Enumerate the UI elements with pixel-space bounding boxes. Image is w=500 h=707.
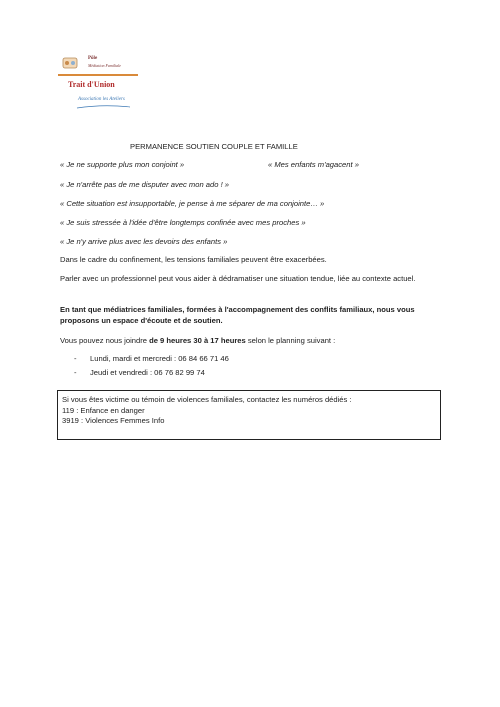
logo-divider — [58, 74, 138, 76]
box-line-women-violence: 3919 : Violences Femmes Info — [62, 416, 165, 426]
professional-paragraph: Parler avec un professionnel peut vous aider à dédramatiser une situation tendue, liée au contexte actuel. — [60, 274, 416, 283]
logo-title: Trait d'Union — [68, 80, 115, 89]
quote-text: « Je n'arrête pas de me disputer avec mon ado ! » — [60, 180, 230, 189]
bullet: - — [74, 368, 77, 377]
logo-association: Association les Ateliers — [78, 97, 125, 102]
quote-text: « Mes enfants m'agacent » — [268, 160, 359, 169]
hours-prefix: Vous pouvez nous joindre — [60, 336, 150, 345]
quote-text: « Je ne supporte plus mon conjoint » — [60, 160, 185, 169]
box-line-child-danger: 119 : Enfance en danger — [62, 405, 145, 415]
quote-text: « Cette situation est insupportable, je pense à me séparer de ma conjointe… » — [60, 199, 325, 208]
bullet: - — [74, 354, 77, 363]
schedule-entry: Jeudi et vendredi : 06 76 82 99 74 — [90, 368, 205, 377]
quote-row-1 — [60, 160, 440, 169]
context-paragraph: Dans le cadre du confinement, les tensions familiales peuvent être exacerbées. — [60, 255, 327, 264]
logo-pole-label: Pôle — [88, 56, 98, 61]
hours-paragraph — [60, 336, 432, 347]
emblem-icon — [62, 56, 78, 70]
quote-text: « Je suis stressée à l'idée d'être longtemps confinée avec mes proches » — [60, 218, 306, 227]
list-item — [60, 368, 440, 382]
emergency-contacts-box — [57, 390, 441, 440]
list-item — [60, 354, 440, 368]
quote-text: « Je n'y arrive plus avec les devoirs des enfants » — [60, 237, 228, 246]
hours-range: de 9 heures 30 à 17 heures — [149, 336, 246, 345]
swoosh-icon — [76, 104, 131, 110]
schedule-entry: Lundi, mardi et mercredi : 06 84 66 71 46 — [90, 354, 229, 363]
schedule-list — [60, 354, 440, 382]
box-intro: Si vous êtes victime ou témoin de violences familiales, contactez les numéros dédiés : — [62, 395, 352, 404]
offer-paragraph: En tant que médiatrices familiales, formées à l'accompagnement des conflits familiaux, nous vous proposons un espace d'écoute et de soutien. — [60, 305, 415, 325]
hours-suffix: selon le planning suivant : — [245, 336, 336, 345]
page-title: PERMANENCE SOUTIEN COUPLE ET FAMILLE — [130, 142, 298, 151]
logo-pole-subtitle: Médiation Familiale — [88, 63, 121, 68]
organization-logo — [58, 52, 148, 124]
